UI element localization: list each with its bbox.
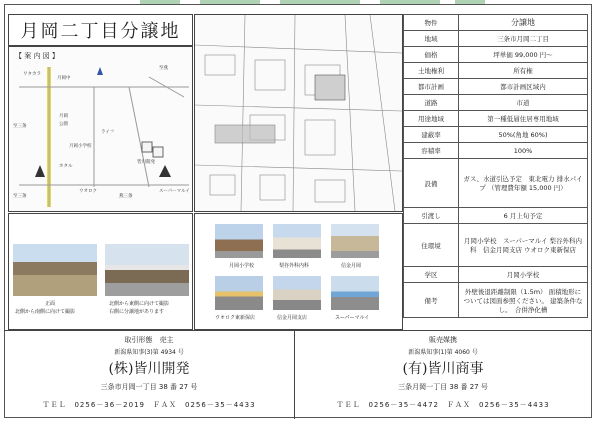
photo-caption-uoroku: ウオロク東新保店 <box>215 315 256 321</box>
broker-tel: ＴＥＬ 0256－35－4472 ＦＡＸ 0256－35－4433 <box>336 401 550 409</box>
broker-address: 三条月岡一丁目 38 番 27 号 <box>398 383 488 391</box>
map-text-4: 至燕 <box>159 66 168 71</box>
map-text-2: 月岡中 <box>57 76 71 81</box>
table-row: 道路 市道 <box>404 95 588 111</box>
map-text-5: ライフ <box>101 130 115 135</box>
seller-license: 新潟県知事(3)第 4934 号 <box>114 349 184 356</box>
map-text-11: 燕三条 <box>119 194 133 199</box>
table-row: 物件 分譲地 <box>404 15 588 31</box>
guide-map-drawing <box>9 47 192 211</box>
map-text-6: 月岡 <box>59 114 68 119</box>
photo-bank-branch <box>273 276 321 310</box>
table-row: 地域 三条市月岡二丁目 <box>404 31 588 47</box>
site-photos <box>8 213 193 330</box>
table-row: 容積率 100% <box>404 143 588 159</box>
photo-uoroku <box>215 276 263 310</box>
photo-caption-bank-branch: 信金月岡支店 <box>277 315 308 321</box>
photo-caption-supermarket: スーパーマルイ <box>335 315 370 321</box>
table-row: 住環境 月岡小学校 スーパーマルイ 梨谷外科内科 信金月岡支店 ウオロク東新保店 <box>404 224 588 267</box>
photo-caption-school: 月岡小学校 <box>229 263 255 269</box>
survey-map-drawing <box>195 15 402 211</box>
photo-caption-bank: 信金月岡 <box>341 263 362 269</box>
survey-map <box>194 14 403 212</box>
broker-license: 新潟県知事(1)第 4060 号 <box>408 349 478 356</box>
table-row: 建蔽率 50%(角地 60%) <box>404 127 588 143</box>
table-row: 設備 ガス、水道引込予定 東北電力 排水パイプ （管理費年額 15,000 円） <box>404 159 588 208</box>
map-text-1: ワタカラ <box>23 72 41 77</box>
table-row: 価格 坪単価 99,000 円～ <box>404 47 588 63</box>
map-text-3: 至三条 <box>13 124 27 129</box>
page-title: 月岡二丁目分譲地 <box>8 14 193 46</box>
map-label: 【 案 内 図 】 <box>15 52 59 60</box>
broker-head: 販売媒携 <box>429 336 457 344</box>
map-text-14: スーパーマルイ <box>159 189 190 194</box>
table-row: 引渡し 6 月上旬予定 <box>404 208 588 224</box>
table-row: 学区 月岡小学校 <box>404 267 588 283</box>
footer <box>4 330 592 419</box>
map-text-10: 至三条 <box>13 194 27 199</box>
seller-head: 取引形態 売主 <box>124 336 174 344</box>
seller-address: 三条市月岡一丁目 38 番 27 号 <box>100 383 198 391</box>
table-row: 土地権利 所有権 <box>404 63 588 79</box>
site-photo-front <box>13 244 97 296</box>
map-text-9: 月岡小学校 <box>69 144 92 149</box>
broker-info <box>294 331 592 419</box>
map-text-12: ホタル <box>59 164 73 169</box>
photo-caption-front: 正面 <box>45 301 56 307</box>
map-text-8: 皆川開発 <box>137 160 155 165</box>
seller-info <box>4 331 295 419</box>
table-row: 備考 外壁後退距離制限（1.5m） 面積地形については図面参照ください。 建築条件なし。 合併浄化槽 <box>404 283 588 318</box>
photo-clinic <box>273 224 321 258</box>
photo-supermarket <box>331 276 379 310</box>
table-row: 都市計画 都市計画区域内 <box>404 79 588 95</box>
guide-map <box>8 46 193 212</box>
table-row: 用途地域 第一種低層住居専用地域 <box>404 111 588 127</box>
broker-company: (有)皆川商事 <box>402 361 484 377</box>
photo-caption-1: 北側から南側に向けて撮影 <box>15 309 76 315</box>
property-table <box>403 14 588 318</box>
photo-caption-2a: 右側に分譲地があります <box>109 309 165 315</box>
photo-bank <box>331 224 379 258</box>
site-photo-north <box>105 244 189 296</box>
photo-caption-2: 北側から東側に向けて撮影 <box>109 301 170 307</box>
seller-tel: ＴＥＬ 0256－36－2019 ＦＡＸ 0256－35－4433 <box>42 401 256 409</box>
photo-school <box>215 224 263 258</box>
nearby-photos <box>194 213 403 330</box>
photo-caption-clinic: 梨谷外科内科 <box>279 263 310 269</box>
map-text-13: ウオロク <box>79 189 97 194</box>
map-text-7: 公園 <box>59 122 68 127</box>
seller-company: (株)皆川開発 <box>108 361 190 377</box>
